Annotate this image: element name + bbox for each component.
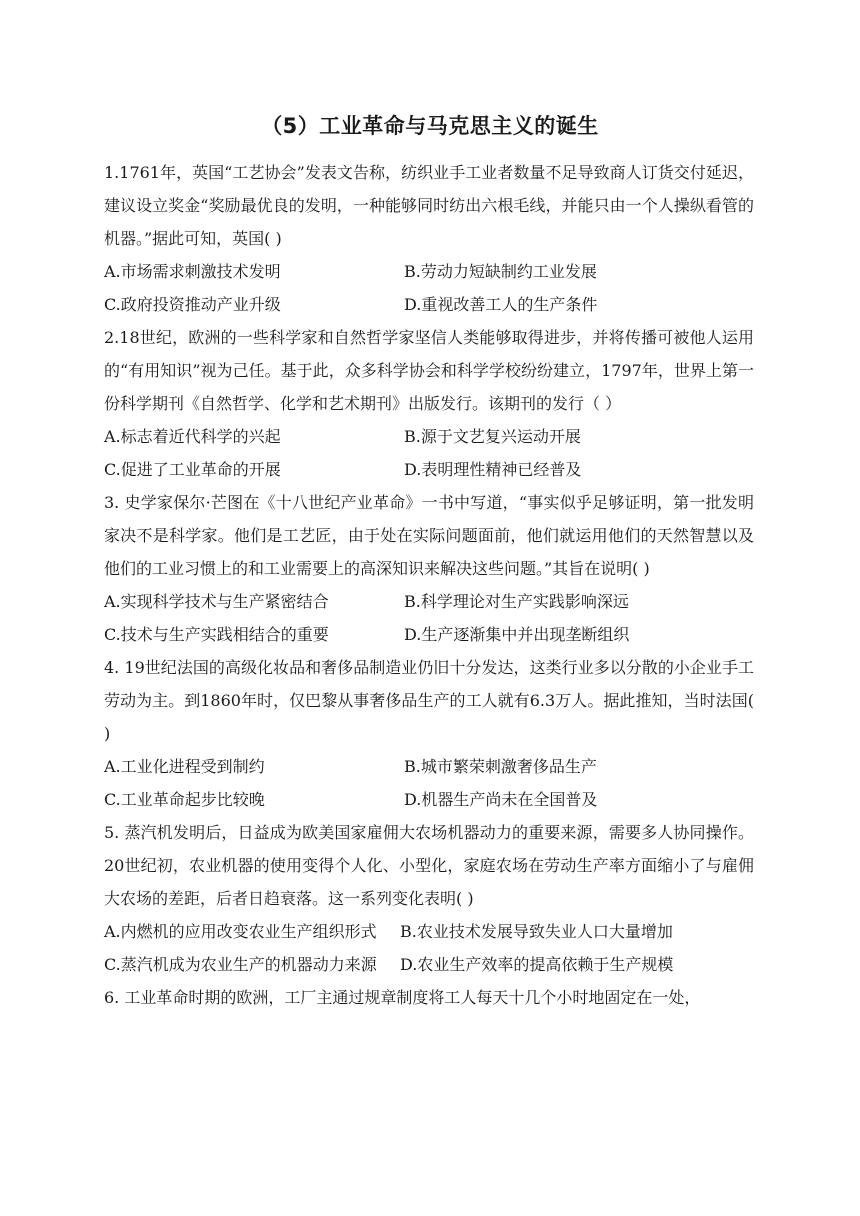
option-b: B.城市繁荣刺激奢侈品生产: [404, 757, 597, 776]
option-d: D.机器生产尚未在全国普及: [404, 790, 598, 809]
option-row: [104, 618, 754, 651]
question-stem: 5. 蒸汽机发明后，日益成为欧美国家雇佣大农场机器动力的重要来源，需要多人协同操作。20世纪初，农业机器的使用变得个人化、小型化，家庭农场在劳动生产率方面缩小了与雇佣大农场的差距，后者日趋衰落。这一系列变化表明( ): [104, 823, 754, 908]
option-b: B.劳动力短缺制约工业发展: [404, 262, 597, 281]
option-c: C.蒸汽机成为农业生产的机器动力来源: [104, 955, 377, 974]
option-a: A.标志着近代科学的兴起: [104, 427, 281, 446]
option-row: [104, 948, 754, 981]
option-a: A.内燃机的应用改变农业生产组织形式: [104, 922, 377, 941]
option-row: [104, 255, 754, 288]
option-row: [104, 783, 754, 816]
option-b: B.科学理论对生产实践影响深远: [404, 592, 629, 611]
question-stem: 2.18世纪，欧洲的一些科学家和自然哲学家坚信人类能够取得进步，并将传播可被他人运用的“有用知识”视为己任。基于此，众多科学协会和科学学校纷纷建立，1797年，世界上第一份科学期刊《自然哲学、化学和艺术期刊》出版发行。该期刊的发行（ ）: [104, 328, 754, 413]
question-list: [104, 156, 754, 1014]
option-d: D.重视改善工人的生产条件: [404, 295, 598, 314]
option-d: D.生产逐渐集中并出现垄断组织: [404, 625, 630, 644]
option-row: [104, 288, 754, 321]
option-a: A.实现科学技术与生产紧密结合: [104, 592, 329, 611]
option-c: C.政府投资推动产业升级: [104, 295, 281, 314]
question-5: [104, 816, 754, 981]
question-stem: 4. 19世纪法国的高级化妆品和奢侈品制造业仍旧十分发达，这类行业多以分散的小企业手工劳动为主。到1860年时，仅巴黎从事奢侈品生产的工人就有6.3万人。据此推知，当时法国( ): [104, 658, 754, 743]
option-row: [104, 585, 754, 618]
question-4: [104, 651, 754, 816]
page-title: （5）工业革命与马克思主义的诞生: [261, 114, 599, 138]
question-6: [104, 981, 754, 1014]
option-c: C.技术与生产实践相结合的重要: [104, 625, 329, 644]
option-c: C.促进了工业革命的开展: [104, 460, 281, 479]
option-row: [104, 750, 754, 783]
option-b: B.源于文艺复兴运动开展: [404, 427, 581, 446]
question-1: [104, 156, 754, 321]
option-d: D.农业生产效率的提高依赖于生产规模: [400, 955, 674, 974]
question-3: [104, 486, 754, 651]
option-b: B.农业技术发展导致失业人口大量增加: [400, 922, 673, 941]
question-stem: 1.1761年，英国“工艺协会”发表文告称，纺织业手工业者数量不足导致商人订货交付延迟，建议设立奖金“奖励最优良的发明，一种能够同时纺出六根毛线，并能只由一个人操纵看管的机器。”据此可知，英国( ): [104, 163, 754, 248]
question-2: [104, 321, 754, 486]
option-a: A.工业化进程受到制约: [104, 757, 265, 776]
option-row: [104, 420, 754, 453]
option-row: [104, 915, 754, 948]
option-d: D.表明理性精神已经普及: [404, 460, 582, 479]
option-c: C.工业革命起步比较晚: [104, 790, 265, 809]
question-stem: 6. 工业革命时期的欧洲，工厂主通过规章制度将工人每天十几个小时地固定在一处，: [104, 988, 701, 1007]
option-a: A.市场需求刺激技术发明: [104, 262, 281, 281]
question-stem: 3. 史学家保尔·芒图在《十八世纪产业革命》一书中写道，“事实似乎足够证明，第一批发明家决不是科学家。他们是工艺匠，由于处在实际问题面前，他们就运用他们的天然智慧以及他们的工业习惯上的和工业需要上的高深知识来解决这些问题。”其旨在说明( ): [104, 493, 754, 578]
option-row: [104, 453, 754, 486]
